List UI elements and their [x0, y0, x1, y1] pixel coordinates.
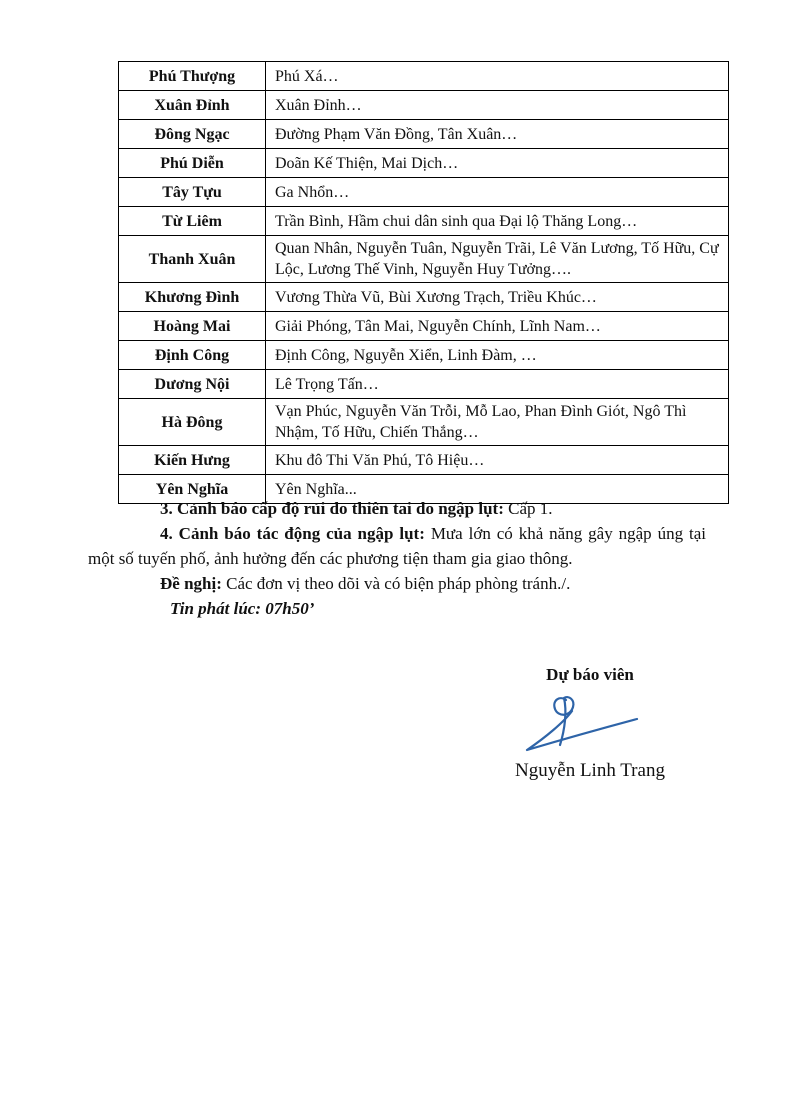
- district-cell: Hoàng Mai: [119, 312, 266, 341]
- streets-cell: Ga Nhổn…: [266, 178, 729, 207]
- district-cell: Định Công: [119, 341, 266, 370]
- recommendation-label: Đề nghị:: [160, 574, 222, 593]
- streets-cell: Lê Trọng Tấn…: [266, 370, 729, 399]
- table-row: [119, 446, 729, 475]
- district-cell: Hà Đông: [119, 399, 266, 446]
- impact-warning-value: Mưa lớn có khả năng gây ngập úng tại một số tuyến phố, ảnh hưởng đến các phương tiện tham gia giao thông.: [88, 524, 707, 568]
- streets-cell: Trần Bình, Hầm chui dân sinh qua Đại lộ Thăng Long…: [266, 207, 729, 236]
- table-row: [119, 62, 729, 91]
- flooded-streets-table: [118, 61, 729, 504]
- recommendation-value: Các đơn vị theo dõi và có biện pháp phòng tránh./.: [221, 574, 571, 593]
- signature-mark: [516, 693, 644, 762]
- risk-level-value: Cấp 1.: [503, 499, 553, 518]
- district-cell: Đông Ngạc: [119, 120, 266, 149]
- forecaster-title: Dự báo viên: [546, 665, 634, 684]
- streets-cell: Giải Phóng, Tân Mai, Nguyễn Chính, Lĩnh Nam…: [266, 312, 729, 341]
- district-cell: Tây Tựu: [119, 178, 266, 207]
- district-cell: Thanh Xuân: [119, 236, 266, 283]
- table-row: [119, 149, 729, 178]
- district-cell: Phú Thượng: [119, 62, 266, 91]
- district-cell: Yên Nghĩa: [119, 475, 266, 504]
- impact-warning-label: 4. Cảnh báo tác động của ngập lụt:: [160, 524, 425, 543]
- table-row: [119, 120, 729, 149]
- district-cell: Phú Diễn: [119, 149, 266, 178]
- table-row: [119, 341, 729, 370]
- risk-level-paragraph: [88, 496, 706, 521]
- streets-cell: Đường Phạm Văn Đồng, Tân Xuân…: [266, 120, 729, 149]
- district-cell: Khương Đình: [119, 283, 266, 312]
- signature-icon: [516, 693, 644, 757]
- risk-level-label: 3. Cảnh báo cấp độ rủi do thiên tai do ngập lụt:: [160, 499, 504, 518]
- streets-cell: Định Công, Nguyễn Xiển, Linh Đàm, …: [266, 341, 729, 370]
- table-row: [119, 178, 729, 207]
- table-row: [119, 312, 729, 341]
- district-cell: Từ Liêm: [119, 207, 266, 236]
- impact-warning-paragraph: [88, 521, 706, 571]
- forecaster-name: Nguyễn Linh Trang: [515, 760, 665, 781]
- district-cell: Xuân Đỉnh: [119, 91, 266, 120]
- table-row: [119, 283, 729, 312]
- table-row: [119, 91, 729, 120]
- table-row: [119, 399, 729, 446]
- recommendation-paragraph: [88, 571, 706, 596]
- table-row: [119, 370, 729, 399]
- streets-cell: Vương Thừa Vũ, Bùi Xương Trạch, Triều Khúc…: [266, 283, 729, 312]
- streets-cell: Doãn Kế Thiện, Mai Dịch…: [266, 149, 729, 178]
- streets-cell: Vạn Phúc, Nguyễn Văn Trỗi, Mỗ Lao, Phan Đình Giót, Ngô Thì Nhậm, Tố Hữu, Chiến Thắng…: [266, 399, 729, 446]
- district-cell: Dương Nội: [119, 370, 266, 399]
- district-cell: Kiến Hưng: [119, 446, 266, 475]
- streets-cell: Xuân Đỉnh…: [266, 91, 729, 120]
- issued-time: Tin phát lúc: 07h50’: [170, 599, 315, 618]
- table-row: [119, 236, 729, 283]
- streets-cell: Phú Xá…: [266, 62, 729, 91]
- streets-cell: Khu đô Thi Văn Phú, Tô Hiệu…: [266, 446, 729, 475]
- table-row: [119, 207, 729, 236]
- warning-text-block: [88, 496, 706, 621]
- streets-cell: Yên Nghĩa...: [266, 475, 729, 504]
- streets-cell: Quan Nhân, Nguyễn Tuân, Nguyễn Trãi, Lê Văn Lương, Tố Hữu, Cự Lộc, Lương Thế Vinh, Nguyễn Huy Tưởng….: [266, 236, 729, 283]
